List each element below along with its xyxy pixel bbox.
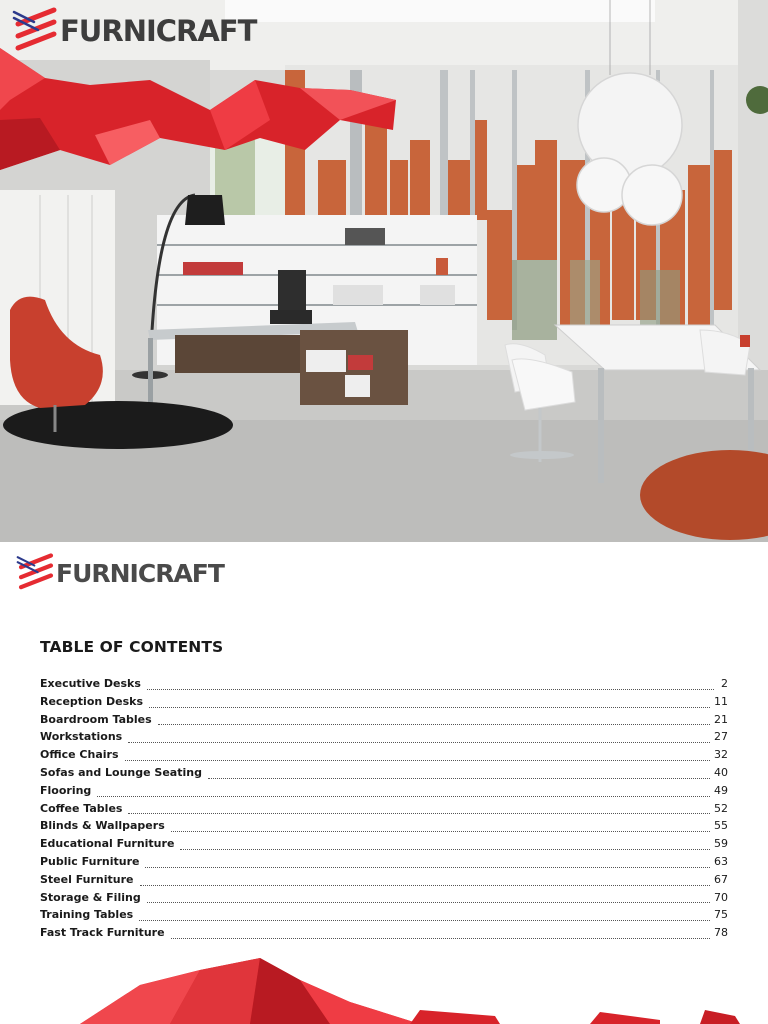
- toc-leader-dots: [171, 830, 710, 832]
- toc-entry-label: Fast Track Furniture: [40, 926, 165, 940]
- toc-entry-label: Reception Desks: [40, 694, 144, 708]
- toc-entry[interactable]: [40, 748, 728, 766]
- toc-leader-dots: [147, 688, 714, 690]
- toc-entry-label: Public Furniture: [40, 854, 140, 868]
- brand-logo: [12, 6, 256, 56]
- toc-entry-label: Educational Furniture: [40, 837, 175, 851]
- toc-title: TABLE OF CONTENTS: [40, 638, 224, 656]
- toc-entry-page: 49: [714, 783, 728, 797]
- toc-entry-page: 55: [714, 819, 728, 833]
- toc-entry-page: 75: [714, 908, 728, 922]
- toc-entry[interactable]: [40, 855, 728, 873]
- toc-entry-page: 21: [714, 712, 728, 726]
- toc-entry-label: Steel Furniture: [40, 872, 134, 886]
- toc-entry-page: 52: [714, 801, 728, 815]
- toc-entry[interactable]: [40, 819, 728, 837]
- decorative-origami-footer: [0, 950, 768, 1024]
- toc-leader-dots: [125, 759, 711, 761]
- toc-entry-page: 2: [721, 677, 728, 690]
- brand-mark-icon: [12, 6, 60, 56]
- brand-mark-icon: [16, 552, 56, 594]
- toc-leader-dots: [140, 884, 711, 886]
- toc-entry[interactable]: [40, 784, 728, 802]
- toc-entry-page: 32: [714, 748, 728, 762]
- toc-leader-dots: [180, 848, 710, 850]
- toc-leader-dots: [128, 812, 710, 814]
- toc-entry-page: 27: [714, 730, 728, 744]
- toc-leader-dots: [147, 901, 710, 903]
- toc-leader-dots: [145, 866, 710, 868]
- toc-entry[interactable]: [40, 713, 728, 731]
- toc-leader-dots: [171, 937, 710, 939]
- toc-entry-label: Boardroom Tables: [40, 712, 152, 726]
- toc-entry-page: 78: [714, 926, 728, 940]
- toc-entry-page: 11: [714, 694, 728, 708]
- toc-entry[interactable]: [40, 730, 728, 748]
- toc-entry[interactable]: [40, 677, 728, 695]
- toc-entry-page: 40: [714, 765, 728, 779]
- toc-entry-page: 59: [714, 837, 728, 851]
- toc-entry-label: Workstations: [40, 730, 123, 744]
- toc-entry[interactable]: [40, 802, 728, 820]
- toc-list: [40, 677, 728, 944]
- toc-entry-label: Sofas and Lounge Seating: [40, 765, 202, 779]
- toc-entry[interactable]: [40, 926, 728, 944]
- toc-leader-dots: [97, 795, 710, 797]
- toc-entry[interactable]: [40, 766, 728, 784]
- toc-entry-page: 63: [714, 854, 728, 868]
- toc-entry-label: Storage & Filing: [40, 890, 141, 904]
- toc-entry[interactable]: [40, 891, 728, 909]
- toc-entry[interactable]: [40, 873, 728, 891]
- toc-entry-label: Office Chairs: [40, 748, 119, 762]
- toc-entry-label: Flooring: [40, 783, 92, 797]
- toc-leader-dots: [149, 706, 710, 708]
- toc-entry-label: Executive Desks: [40, 677, 141, 690]
- toc-entry-label: Training Tables: [40, 908, 134, 922]
- toc-leader-dots: [139, 919, 710, 921]
- toc-leader-dots: [158, 723, 710, 725]
- toc-entry-label: Coffee Tables: [40, 801, 123, 815]
- toc-leader-dots: [128, 741, 710, 743]
- brand-logo-secondary: [16, 552, 224, 594]
- toc-entry[interactable]: [40, 908, 728, 926]
- toc-entry[interactable]: [40, 695, 728, 713]
- brand-name: FURNICRAFT: [60, 13, 257, 48]
- toc-entry-page: 70: [714, 890, 728, 904]
- toc-leader-dots: [208, 777, 710, 779]
- toc-entry[interactable]: [40, 837, 728, 855]
- toc-entry-label: Blinds & Wallpapers: [40, 819, 165, 833]
- toc-entry-page: 67: [714, 872, 728, 886]
- brand-name-secondary: FURNICRAFT: [56, 558, 224, 588]
